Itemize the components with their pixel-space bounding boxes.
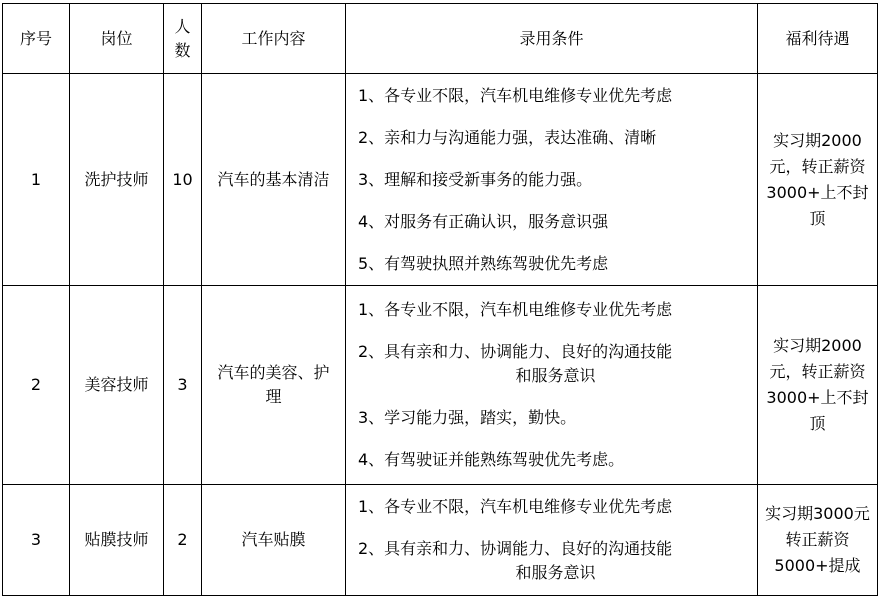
row-work: 汽车的基本清洁: [202, 74, 346, 286]
table-row: [3, 74, 878, 286]
header-position: 岗位: [70, 4, 164, 74]
row-work: 汽车的美容、护理: [202, 286, 346, 485]
row-work: 汽车贴膜: [202, 485, 346, 596]
header-row: [3, 4, 878, 74]
requirement-item: [358, 406, 753, 430]
row-position: 美容技师: [70, 286, 164, 485]
requirement-text: 2、具有亲和力、协调能力、良好的沟通技能: [358, 539, 673, 558]
requirement-item: 4、对服务有正确认识，服务意识强: [358, 211, 609, 231]
requirement-item: 5、有驾驶执照并熟练驾驶优先考虑: [358, 253, 609, 273]
requirement-item: [358, 298, 753, 322]
row-count: 10: [164, 74, 202, 286]
header-benefits: 福利待遇: [758, 4, 878, 74]
recruitment-table: [2, 3, 878, 596]
header-requirements: 录用条件: [346, 4, 758, 74]
row-no: 3: [3, 485, 70, 596]
requirement-item: [358, 537, 753, 585]
row-no: 1: [3, 74, 70, 286]
requirement-text: 2、具有亲和力、协调能力、良好的沟通技能: [358, 342, 673, 361]
requirement-item: [358, 495, 753, 519]
row-benefits: 实习期3000元转正薪资5000+提成: [758, 485, 878, 596]
header-work: 工作内容: [202, 4, 346, 74]
row-benefits: 实习期2000元，转正薪资3000+上不封顶: [758, 286, 878, 485]
requirement-text: 4、有驾驶证并能熟练驾驶优先考虑。: [358, 450, 625, 469]
table-row: [3, 485, 878, 596]
requirement-continuation: 和服务意识: [515, 563, 596, 582]
requirement-item: 3、理解和接受新事务的能力强。: [358, 169, 593, 189]
row-no: 2: [3, 286, 70, 485]
requirement-item: [358, 448, 753, 472]
row-position: 洗护技师: [70, 74, 164, 286]
requirement-item: 2、亲和力与沟通能力强，表达准确、清晰: [358, 127, 657, 147]
requirement-item: [358, 340, 753, 388]
requirement-text: 1、各专业不限，汽车机电维修专业优先考虑: [358, 300, 673, 319]
row-requirements: [346, 74, 758, 286]
row-count: 3: [164, 286, 202, 485]
requirement-continuation: 和服务意识: [515, 366, 596, 385]
row-benefits: 实习期2000元，转正薪资3000+上不封顶: [758, 74, 878, 286]
requirement-item: 1、各专业不限，汽车机电维修专业优先考虑: [358, 85, 673, 105]
header-no: 序号: [3, 4, 70, 74]
table-row: [3, 286, 878, 485]
row-requirements: [346, 286, 758, 485]
header-count: 人 数: [164, 4, 202, 74]
requirement-text: 1、各专业不限，汽车机电维修专业优先考虑: [358, 497, 673, 516]
requirement-text: 3、学习能力强，踏实，勤快。: [358, 408, 577, 427]
row-position: 贴膜技师: [70, 485, 164, 596]
row-requirements: [346, 485, 758, 596]
row-count: 2: [164, 485, 202, 596]
